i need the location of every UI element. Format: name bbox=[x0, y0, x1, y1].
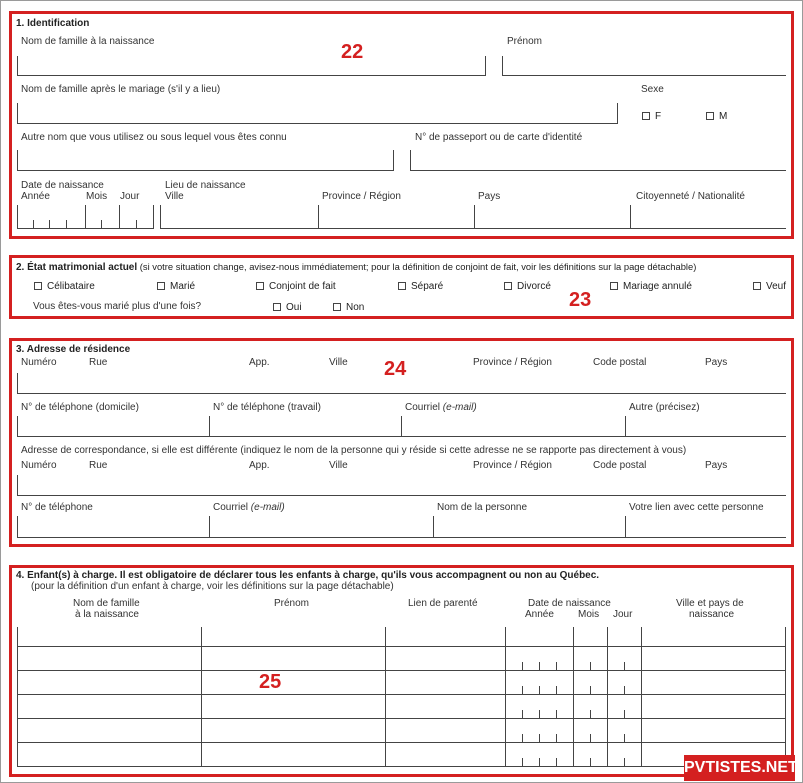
field-tick bbox=[33, 220, 34, 229]
marker-23: 23 bbox=[569, 289, 592, 311]
field-tick bbox=[625, 416, 626, 437]
col-place-2: naissance bbox=[689, 609, 735, 620]
section-1-title: 1. Identification bbox=[16, 18, 90, 29]
table-column bbox=[385, 627, 386, 767]
phone-label: N° de téléphone bbox=[21, 502, 93, 513]
field-tick bbox=[101, 220, 102, 229]
email-hint-2: (e-mail) bbox=[250, 502, 285, 513]
number-label-2: Numéro bbox=[21, 460, 57, 471]
birth-place-label: Lieu de naissance bbox=[165, 180, 246, 191]
first-name-field[interactable] bbox=[502, 75, 786, 76]
field-tick bbox=[625, 516, 626, 538]
field-tick bbox=[401, 416, 402, 437]
apt-label-2: App. bbox=[249, 460, 270, 471]
section-2-title bbox=[16, 261, 696, 273]
marker-24: 24 bbox=[384, 358, 407, 380]
field-tick bbox=[136, 220, 137, 229]
date-digit-tick bbox=[624, 710, 625, 718]
residence-address-field[interactable] bbox=[17, 393, 786, 394]
sex-m-checkbox[interactable] bbox=[706, 112, 714, 120]
field-tick bbox=[630, 205, 631, 229]
married-checkbox[interactable] bbox=[157, 282, 165, 290]
other-label: Autre (précisez) bbox=[629, 402, 700, 413]
date-digit-tick bbox=[556, 734, 557, 742]
table-column bbox=[607, 627, 608, 767]
married-surname-label: Nom de famille après le mariage (s'il y a lieu) bbox=[21, 84, 221, 95]
sex-label: Sexe bbox=[641, 84, 664, 95]
email-label-text: Courriel bbox=[405, 402, 441, 413]
date-digit-tick bbox=[624, 686, 625, 694]
table-row[interactable] bbox=[17, 742, 785, 743]
field-tick bbox=[17, 475, 18, 496]
field-tick bbox=[209, 416, 210, 437]
country-label: Pays bbox=[705, 357, 728, 368]
other-name-field[interactable] bbox=[17, 170, 394, 171]
date-digit-tick bbox=[590, 734, 591, 742]
apt-label: App. bbox=[249, 357, 270, 368]
field-tick bbox=[17, 103, 18, 124]
table-column bbox=[17, 627, 18, 767]
field-tick bbox=[66, 220, 67, 229]
field-tick bbox=[17, 373, 18, 394]
email-label-2 bbox=[213, 502, 285, 513]
phone-work-label: N° de téléphone (travail) bbox=[213, 402, 321, 413]
section-dependents bbox=[9, 565, 794, 777]
mailing-contact-field[interactable] bbox=[17, 537, 786, 538]
col-year: Année bbox=[525, 609, 554, 620]
field-tick bbox=[485, 56, 486, 76]
city-label: Ville bbox=[165, 191, 184, 202]
married-label: Marié bbox=[170, 281, 196, 292]
married-more-label: Vous êtes-vous marié plus d'une fois? bbox=[33, 301, 202, 312]
street-label: Rue bbox=[89, 357, 108, 368]
date-digit-tick bbox=[522, 734, 523, 742]
table-column bbox=[641, 627, 642, 767]
country-label: Pays bbox=[478, 191, 501, 202]
email-label bbox=[405, 402, 477, 413]
passport-field[interactable] bbox=[410, 170, 786, 171]
section-4-title: 4. Enfant(s) à charge. Il est obligatoire de déclarer tous les enfants à charge, qu'ils vous accompagnent ou non au Québec. bbox=[16, 570, 600, 581]
city-label-2: Ville bbox=[329, 460, 348, 471]
other-name-label: Autre nom que vous utilisez ou sous lequel vous êtes connu bbox=[21, 132, 287, 143]
table-row[interactable] bbox=[17, 718, 785, 719]
table-column bbox=[785, 627, 786, 767]
single-checkbox[interactable] bbox=[34, 282, 42, 290]
table-column bbox=[573, 627, 574, 767]
field-tick bbox=[17, 150, 18, 171]
date-digit-tick bbox=[590, 710, 591, 718]
field-tick bbox=[502, 56, 503, 76]
postal-label-2: Code postal bbox=[593, 460, 647, 471]
table-row[interactable] bbox=[17, 694, 785, 695]
date-digit-tick bbox=[539, 662, 540, 670]
date-digit-tick bbox=[556, 710, 557, 718]
section-3-title: 3. Adresse de résidence bbox=[16, 344, 131, 355]
passport-label: N° de passeport ou de carte d'identité bbox=[415, 132, 583, 143]
col-surname-2: à la naissance bbox=[75, 609, 139, 620]
table-row[interactable] bbox=[17, 766, 785, 767]
no-label: Non bbox=[346, 302, 365, 313]
city-label: Ville bbox=[329, 357, 348, 368]
common-law-label: Conjoint de fait bbox=[269, 281, 336, 292]
field-tick bbox=[17, 56, 18, 76]
field-tick bbox=[160, 205, 161, 229]
province-label: Province / Région bbox=[473, 357, 552, 368]
phone-home-label: N° de téléphone (domicile) bbox=[21, 402, 139, 413]
date-digit-tick bbox=[539, 710, 540, 718]
table-column bbox=[505, 627, 506, 767]
date-digit-tick bbox=[624, 758, 625, 766]
street-label-2: Rue bbox=[89, 460, 108, 471]
annulled-checkbox[interactable] bbox=[610, 282, 618, 290]
field-tick bbox=[474, 205, 475, 229]
mailing-address-field[interactable] bbox=[17, 495, 786, 496]
common-law-checkbox[interactable] bbox=[256, 282, 264, 290]
field-tick bbox=[433, 516, 434, 538]
year-label: Année bbox=[21, 191, 50, 202]
widowed-checkbox[interactable] bbox=[753, 282, 761, 290]
sex-m-label: M bbox=[719, 111, 728, 122]
table-row[interactable] bbox=[17, 646, 785, 647]
country-label-2: Pays bbox=[705, 460, 728, 471]
date-digit-tick bbox=[556, 758, 557, 766]
person-name-label: Nom de la personne bbox=[437, 502, 528, 513]
field-tick bbox=[49, 220, 50, 229]
date-digit-tick bbox=[522, 686, 523, 694]
birth-date-label: Date de naissance bbox=[21, 180, 104, 191]
field-tick bbox=[393, 150, 394, 171]
number-label: Numéro bbox=[21, 357, 57, 368]
col-surname-1: Nom de famille bbox=[73, 598, 140, 609]
citizenship-label: Citoyenneté / Nationalité bbox=[636, 191, 745, 202]
annulled-label: Mariage annulé bbox=[623, 281, 692, 292]
yes-label: Oui bbox=[286, 302, 302, 313]
field-tick bbox=[85, 205, 86, 229]
mailing-label: Adresse de correspondance, si elle est différente (indiquez le nom de la personne qui y réside si cette adresse ne se rapporte pas directement à vous) bbox=[21, 445, 687, 456]
col-day: Jour bbox=[613, 609, 633, 620]
col-month: Mois bbox=[578, 609, 600, 620]
day-label: Jour bbox=[120, 191, 140, 202]
col-place-1: Ville et pays de bbox=[676, 598, 744, 609]
field-tick bbox=[410, 150, 411, 171]
col-birth: Date de naissance bbox=[528, 598, 611, 609]
field-tick bbox=[17, 416, 18, 437]
watermark-logo: PVTISTES.NET bbox=[684, 755, 795, 781]
divorced-label: Divorcé bbox=[517, 281, 551, 292]
marital-note: (si votre situation change, avisez-nous immédiatement; pour la définition de conjoint de fait, voir les définitions sur la page détachable) bbox=[139, 261, 697, 272]
date-digit-tick bbox=[539, 758, 540, 766]
field-tick bbox=[153, 205, 154, 229]
date-digit-tick bbox=[556, 686, 557, 694]
marker-22: 22 bbox=[341, 41, 364, 63]
col-relation: Lien de parenté bbox=[408, 598, 478, 609]
sex-f-checkbox[interactable] bbox=[642, 112, 650, 120]
marital-title: 2. État matrimonial actuel bbox=[16, 262, 138, 273]
col-first: Prénom bbox=[274, 598, 310, 609]
email-label-text-2: Courriel bbox=[213, 502, 249, 513]
married-surname-field[interactable] bbox=[17, 123, 618, 124]
birth-surname-label: Nom de famille à la naissance bbox=[21, 36, 155, 47]
date-digit-tick bbox=[522, 710, 523, 718]
email-hint: (e-mail) bbox=[442, 402, 477, 413]
birth-surname-field[interactable] bbox=[17, 75, 486, 76]
field-tick bbox=[17, 205, 18, 229]
yes-checkbox[interactable] bbox=[273, 303, 281, 311]
field-tick bbox=[119, 205, 120, 229]
field-tick bbox=[617, 103, 618, 124]
no-checkbox[interactable] bbox=[333, 303, 341, 311]
separated-label: Séparé bbox=[411, 281, 444, 292]
province-label-2: Province / Région bbox=[473, 460, 552, 471]
field-tick bbox=[209, 516, 210, 538]
date-digit-tick bbox=[624, 662, 625, 670]
date-digit-tick bbox=[539, 686, 540, 694]
widowed-label: Veuf bbox=[766, 281, 787, 292]
date-digit-tick bbox=[624, 734, 625, 742]
field-tick bbox=[17, 516, 18, 538]
table-column bbox=[201, 627, 202, 767]
province-label: Province / Région bbox=[322, 191, 401, 202]
first-name-label: Prénom bbox=[507, 36, 543, 47]
date-digit-tick bbox=[556, 662, 557, 670]
date-digit-tick bbox=[590, 662, 591, 670]
sex-f-label: F bbox=[655, 111, 662, 122]
field-tick bbox=[318, 205, 319, 229]
table-row[interactable] bbox=[17, 670, 785, 671]
date-digit-tick bbox=[539, 734, 540, 742]
separated-checkbox[interactable] bbox=[398, 282, 406, 290]
relation-label: Votre lien avec cette personne bbox=[629, 502, 764, 513]
date-digit-tick bbox=[590, 758, 591, 766]
divorced-checkbox[interactable] bbox=[504, 282, 512, 290]
date-digit-tick bbox=[522, 662, 523, 670]
postal-label: Code postal bbox=[593, 357, 647, 368]
date-digit-tick bbox=[590, 686, 591, 694]
month-label: Mois bbox=[86, 191, 108, 202]
section-4-note: (pour la définition d'un enfant à charge, voir les définitions sur la page détachable) bbox=[31, 581, 394, 592]
date-digit-tick bbox=[522, 758, 523, 766]
single-label: Célibataire bbox=[47, 281, 95, 292]
marker-25: 25 bbox=[259, 671, 282, 693]
birth-place-field[interactable] bbox=[160, 228, 786, 229]
